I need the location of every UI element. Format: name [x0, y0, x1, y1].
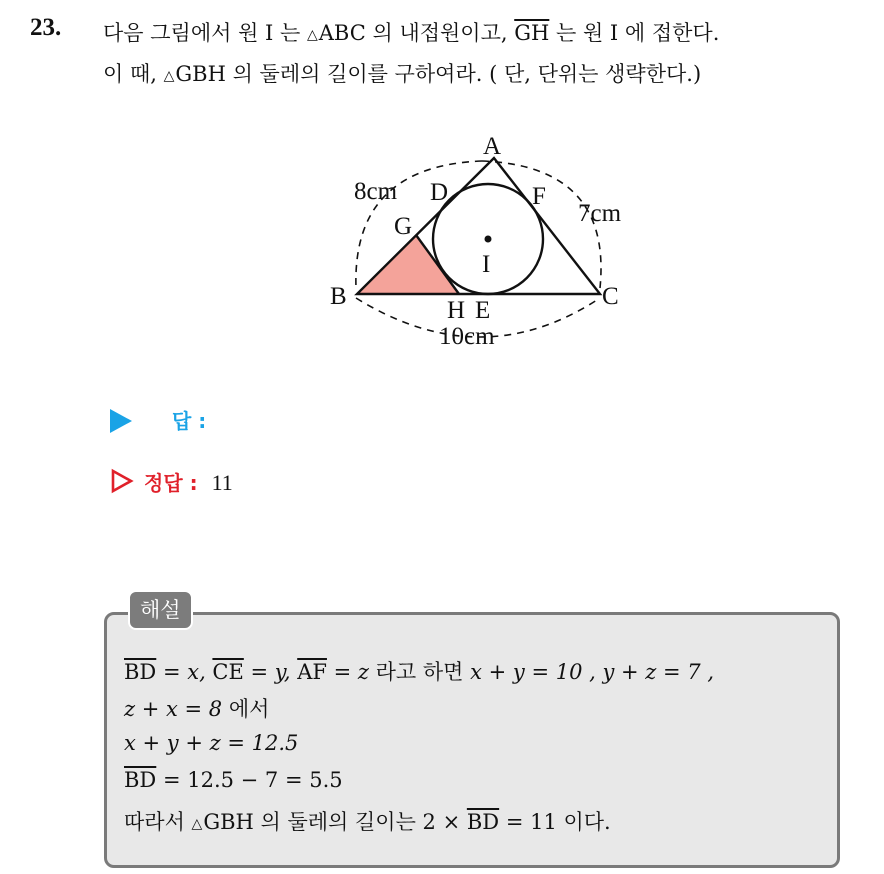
explanation-line-2: z + x = 8 에서 — [124, 697, 270, 721]
explanation-line-5: 따라서 △GBH 의 둘레의 길이는 $2 \times \overline{BD} = 11$ 이다. — [124, 810, 611, 834]
label-d: D — [430, 179, 449, 206]
question-line-2: 이 때, △GBH 의 둘레의 길이를 구하여라. ( 단, 단위는 생략한다.) — [103, 62, 702, 86]
segment-gh: $\overline{GH}$ — [514, 21, 550, 45]
label-a: A — [483, 133, 502, 160]
question-line-1: 다음 그림에서 원 I 는 △ABC 의 내접원이고, $\overline{GH}$ 는 원 I 에 접한다. — [103, 21, 720, 45]
explanation-tab: 해설 — [128, 590, 193, 630]
play-arrow-icon — [110, 409, 132, 433]
label-len-bc: 10cm — [439, 323, 495, 350]
correct-answer-label: 정답 : — [144, 471, 198, 495]
label-g: G — [394, 213, 413, 240]
triangle-incircle-figure — [322, 126, 642, 358]
triangle-symbol-icon: △ — [306, 27, 318, 43]
correct-answer-row — [110, 467, 233, 496]
explanation-line-1: $\overline{BD} = x$, $\overline{CE} = y$, $\overline{AF} = z$ 라고 하면 x + y = 10 , y + z = 7 , — [124, 660, 715, 684]
answer-label: 답 : — [172, 409, 207, 433]
label-f: F — [532, 183, 546, 210]
explanation-line-4: $\overline{BD} = 12.5 - 7 = 5.5$ — [124, 768, 343, 792]
correct-answer-value: 11 — [211, 470, 233, 495]
label-h: H — [447, 297, 466, 324]
play-outline-icon — [110, 468, 134, 494]
incenter-dot — [485, 236, 492, 243]
label-c: C — [602, 283, 619, 310]
label-len-ac: 7cm — [578, 200, 622, 227]
label-e: E — [475, 297, 491, 324]
label-i: I — [482, 251, 491, 278]
question-number: 23. — [30, 14, 62, 41]
label-len-ab: 8cm — [354, 178, 398, 205]
triangle-symbol-icon: △ — [163, 68, 175, 84]
answer-row — [110, 405, 206, 434]
explanation-line-3: x + y + z = 12.5 — [124, 731, 299, 755]
triangle-symbol-icon: △ — [191, 816, 203, 832]
label-b: B — [330, 283, 347, 310]
